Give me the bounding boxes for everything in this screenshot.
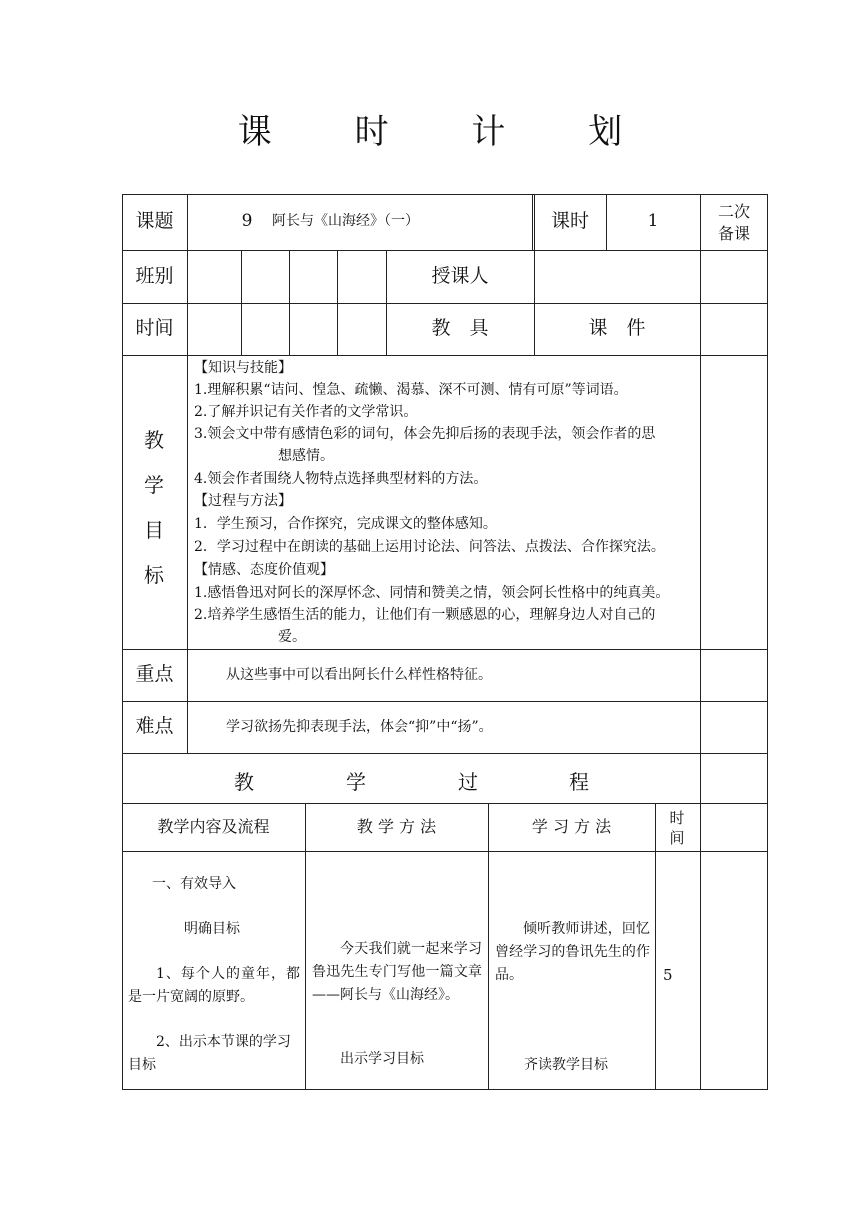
objective-line-cont: 爱。 (278, 629, 306, 645)
objective-heading: 【情感、态度价值观】 (194, 562, 334, 578)
lesson-label: 课题 (135, 210, 174, 233)
teacher-label: 授课人 (431, 264, 489, 287)
content-item: 1、每个人的童年，都是一片宽阔的原野。 (128, 966, 300, 1005)
objective-heading: 【过程与方法】 (194, 493, 292, 509)
objective-line: 3.领会文中带有感情色彩的词句，体会先抑后扬的表现手法，领会作者的思 (194, 426, 656, 442)
objective-line: 1.理解积累“诘问、惶急、疏懒、渴慕、深不可测、情有可原”等词语。 (194, 382, 628, 398)
difficulty-label: 难点 (135, 715, 174, 738)
teaching-method-text: 今天我们就一起来学习鲁迅先生专门写他一篇文章——阿长与《山海经》。 (312, 941, 482, 1003)
teaching-method-note: 出示学习目标 (340, 1051, 424, 1067)
objective-heading: 【知识与技能】 (194, 360, 292, 376)
class-label: 班别 (135, 264, 174, 287)
teaching-aids-label: 教 具 (431, 317, 489, 340)
process-heading-char: 学 (346, 770, 366, 794)
objective-line: 1.感悟鲁迅对阿长的深厚怀念、同情和赞美之情，领会阿长性格中的纯真美。 (194, 585, 670, 601)
objective-line: 2.培养学生感悟生活的能力，让他们有一颗感恩的心，理解身边人对自己的 (194, 607, 656, 623)
objectives-label-char: 标 (144, 563, 164, 587)
difficulty-text: 学习欲扬先抑表现手法，体会“抑”中“扬”。 (226, 719, 493, 735)
col-time-header: 时间 (669, 809, 685, 847)
period-label: 课时 (550, 210, 589, 233)
content-item: 2、出示本节课的学习目标 (128, 1034, 291, 1073)
lesson-number: 9 (241, 211, 253, 232)
time-value: 5 (663, 966, 673, 984)
process-heading-char: 程 (569, 770, 589, 794)
process-heading-char: 过 (458, 770, 478, 794)
objective-line: 2.了解并识记有关作者的文学常识。 (194, 404, 418, 420)
learning-method-note: 齐读教学目标 (524, 1057, 608, 1073)
objective-line: 1．学生预习，合作探究，完成课文的整体感知。 (194, 516, 497, 532)
content-heading: 一、有效导入 (152, 876, 236, 892)
col-learning-header: 学 习 方 法 (531, 817, 612, 836)
key-point-label: 重点 (135, 663, 174, 686)
key-point-text: 从这些事中可以看出阿长什么样性格特征。 (226, 667, 492, 683)
objectives-label-char: 学 (144, 473, 164, 497)
col-teaching-header: 教 学 方 法 (356, 817, 437, 836)
courseware-label: 课 件 (588, 317, 646, 340)
period-value: 1 (647, 211, 659, 232)
time-label: 时间 (135, 317, 174, 340)
page-title: 课 时 计 划 (237, 112, 659, 152)
objective-line: 2．学习过程中在朗读的基础上运用讨论法、问答法、点拨法、合作探究法。 (194, 539, 665, 555)
objectives-label-char: 目 (144, 518, 164, 542)
process-heading-char: 教 (234, 770, 254, 794)
second-prep-label: 二次备课 (717, 202, 750, 243)
col-content-header: 教学内容及流程 (157, 817, 270, 836)
objectives-label-char: 教 (144, 428, 164, 452)
objective-line: 4.领会作者围绕人物特点选择典型材料的方法。 (194, 471, 488, 487)
learning-method-text: 倾听教师讲述，回忆曾经学习的鲁讯先生的作品。 (495, 921, 650, 983)
objective-line-cont: 想感情。 (278, 448, 334, 464)
content-sub: 明确目标 (184, 921, 240, 937)
lesson-title: 阿长与《山海经》（一） (272, 213, 419, 230)
